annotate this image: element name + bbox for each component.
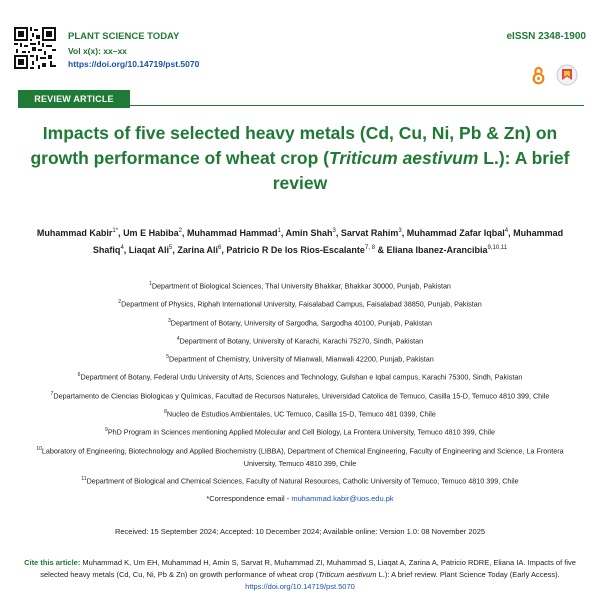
- volume-info: Vol x(x): xx–xx: [68, 46, 127, 56]
- author-name: Zarina Ali: [177, 245, 219, 255]
- crossref-icon[interactable]: [556, 64, 578, 86]
- author-name: Muhammad Shafiq: [92, 228, 564, 255]
- article-title: Impacts of five selected heavy metals (Cd, Cu, Ni, Pb & Zn) on growth performance of wheat crop (Triticum aestivum L.): A brief review: [30, 123, 570, 193]
- correspondence: [22, 494, 578, 503]
- affiliation-number: 3: [168, 317, 171, 324]
- affiliation-number: 1: [149, 281, 152, 287]
- affiliation-item: [22, 406, 578, 421]
- author: [386, 245, 507, 255]
- affiliation-list: [22, 278, 578, 492]
- author: [123, 228, 182, 238]
- affiliation-number: 6: [77, 372, 81, 379]
- author: [285, 228, 335, 238]
- doi-link[interactable]: https://doi.org/10.14719/pst.5070: [68, 59, 200, 69]
- affiliation-number: 9: [105, 427, 108, 434]
- affiliation-item: [22, 369, 578, 384]
- affiliation-text: Department of Biological and Chemical Sciences, Faculty of Natural Resources, Catholic University of Temuco, Temuco 4810 399, Chile: [86, 476, 519, 486]
- author-name: Amin Shah: [285, 228, 333, 238]
- author-affiliation-mark: 4: [120, 245, 124, 251]
- affiliation-item: [22, 315, 578, 330]
- article-dates: Received: 15 September 2024; Accepted: 10 December 2024; Available online: Version 1.0: 08 November 2025: [114, 527, 486, 536]
- author-list: Muhammad Kabir$^{1*}$, Um E Habiba$^2$, Muhammad Hammad$^1$, Amin Shah$^3$, Sarvat Rahim$^3$, Muhammad Zafar Iqbal$^4$, Muhammad Shafiq$^4$, Liaqat Ali$^5$, Zarina Ali$^6$, Patricio R De los Rios-Escalante$^{7, 8}$ & Eliana Ibanez-Arancibia$^{9,10,11}$: [36, 228, 564, 255]
- author-name: Patricio R De los Rios-Escalante: [226, 245, 365, 255]
- author: [129, 245, 173, 255]
- author: [407, 228, 508, 238]
- journal-name: PLANT SCIENCE TODAY: [68, 31, 180, 42]
- author-affiliation-mark: 9,10,11: [487, 245, 508, 251]
- author-name: Muhammad Hammad: [186, 228, 278, 238]
- author: [226, 245, 375, 255]
- affiliation-text: Department of Botany, University of Karachi, Karachi 75270, Sindh, Pakistan: [179, 336, 424, 346]
- author-affiliation-mark: 1*: [112, 228, 119, 234]
- affiliation-number: 11: [81, 476, 87, 483]
- author-affiliation-mark: 3: [332, 228, 336, 234]
- author: [187, 228, 281, 238]
- affiliation-number: 7: [50, 390, 54, 397]
- author: [37, 228, 118, 238]
- affiliation-number: 8: [164, 408, 167, 415]
- correspondence-email[interactable]: muhammad.kabir@uos.edu.pk: [291, 494, 394, 503]
- author-name: Sarvat Rahim: [340, 228, 399, 238]
- affiliation-number: 2: [118, 299, 122, 306]
- author-affiliation-mark: 7, 8: [364, 245, 375, 251]
- affiliation-text: Departamento de Ciencias Biologicas y Químicas, Facultad de Recursos Naturales, Universidad Catolica de Temuco, Casilla 15-D, Temuco 4810 399, Chile: [53, 391, 550, 401]
- author: [341, 228, 402, 238]
- affiliation-item: [22, 388, 578, 403]
- affiliation-item: [22, 333, 578, 348]
- affiliation-text: PhD Program in Sciences mentioning Applied Molecular and Cell Biology, La Frontera University, Temuco 4810 399, Chile: [107, 427, 495, 437]
- correspondence-label: *Correspondence email -: [206, 494, 292, 503]
- author-name: Liaqat Ali: [128, 245, 169, 255]
- cite-label: Cite this article:: [24, 558, 81, 567]
- author-name: Um E Habiba: [123, 228, 179, 238]
- qr-code-icon: [14, 27, 56, 69]
- affiliation-text: Laboratory of Engineering, Biotechnology and Applied Biochemistry (LIBBA), Department of Chemical Engineering, Faculty of Engineering and Science, La Frontera University, Temuco 4810 399, Chile: [41, 445, 564, 468]
- affiliation-text: Department of Chemistry, University of Mianwali, Mianwali 42200, Punjab, Pakistan: [169, 354, 434, 364]
- author-affiliation-mark: 1: [277, 228, 281, 234]
- affiliation-item: [22, 443, 578, 471]
- author-affiliation-mark: 3: [398, 228, 402, 234]
- affiliation-text: Department of Botany, University of Sargodha, Sargodha 40100, Punjab, Pakistan: [170, 317, 432, 327]
- affiliation-text: Department of Biological Sciences, Thal University Bhakkar, Bhakkar 30000, Punjab, Pakistan: [151, 281, 451, 291]
- author-affiliation-mark: 5: [168, 245, 173, 251]
- affiliation-item: [22, 296, 578, 311]
- citation: Cite this article: Muhammad K, Um EH, Muhammad H, Amin S, Sarvat R, Muhammad ZI, Muhammad S, Liaqat A, Zarina A, Patricio RDRE, Eliana IA. Impacts of five selected heavy metals (Cd, Cu, Ni, Pb & Zn) on growth performance of wheat crop (Triticum aestivum L.): A brief review. Plant Science Today (Early Access). https://doi.org/10.14719/pst.5070: [24, 558, 576, 591]
- affiliation-text: Department of Botany, Federal Urdu University of Arts, Sciences and Technology, Gulshan e Iqbal campus, Karachi 75300, Sindh, Pakistan: [80, 372, 523, 382]
- author-affiliation-mark: 2: [178, 228, 182, 234]
- author-affiliation-mark: 4: [504, 228, 509, 234]
- affiliation-item: [22, 278, 578, 293]
- author-name: Muhammad Zafar Iqbal: [406, 228, 505, 238]
- author-affiliation-mark: 6: [218, 245, 222, 251]
- affiliation-number: 5: [166, 354, 170, 361]
- affiliation-item: [22, 473, 578, 488]
- affiliation-item: [22, 424, 578, 439]
- cite-doi-link[interactable]: https://doi.org/10.14719/pst.5070: [245, 582, 355, 591]
- article-type-badge: REVIEW ARTICLE: [18, 90, 130, 108]
- open-access-icon[interactable]: [532, 66, 545, 85]
- affiliation-item: [22, 351, 578, 366]
- eissn: eISSN 2348-1900: [506, 31, 586, 42]
- affiliation-text: Nucleo de Estudios Ambientales, UC Temuco, Casilla 15-D, Temuco 481 0399, Chile: [166, 409, 436, 419]
- author: [177, 245, 221, 255]
- affiliation-number: 4: [176, 335, 180, 342]
- author-name: Eliana Ibanez-Arancibia: [386, 245, 488, 255]
- affiliation-text: Department of Physics, Riphah International University, Faisalabad Campus, Faisalabad 38850, Punjab, Pakistan: [121, 299, 482, 309]
- affiliation-number: 10: [36, 445, 42, 452]
- author-name: Muhammad Kabir: [36, 228, 113, 238]
